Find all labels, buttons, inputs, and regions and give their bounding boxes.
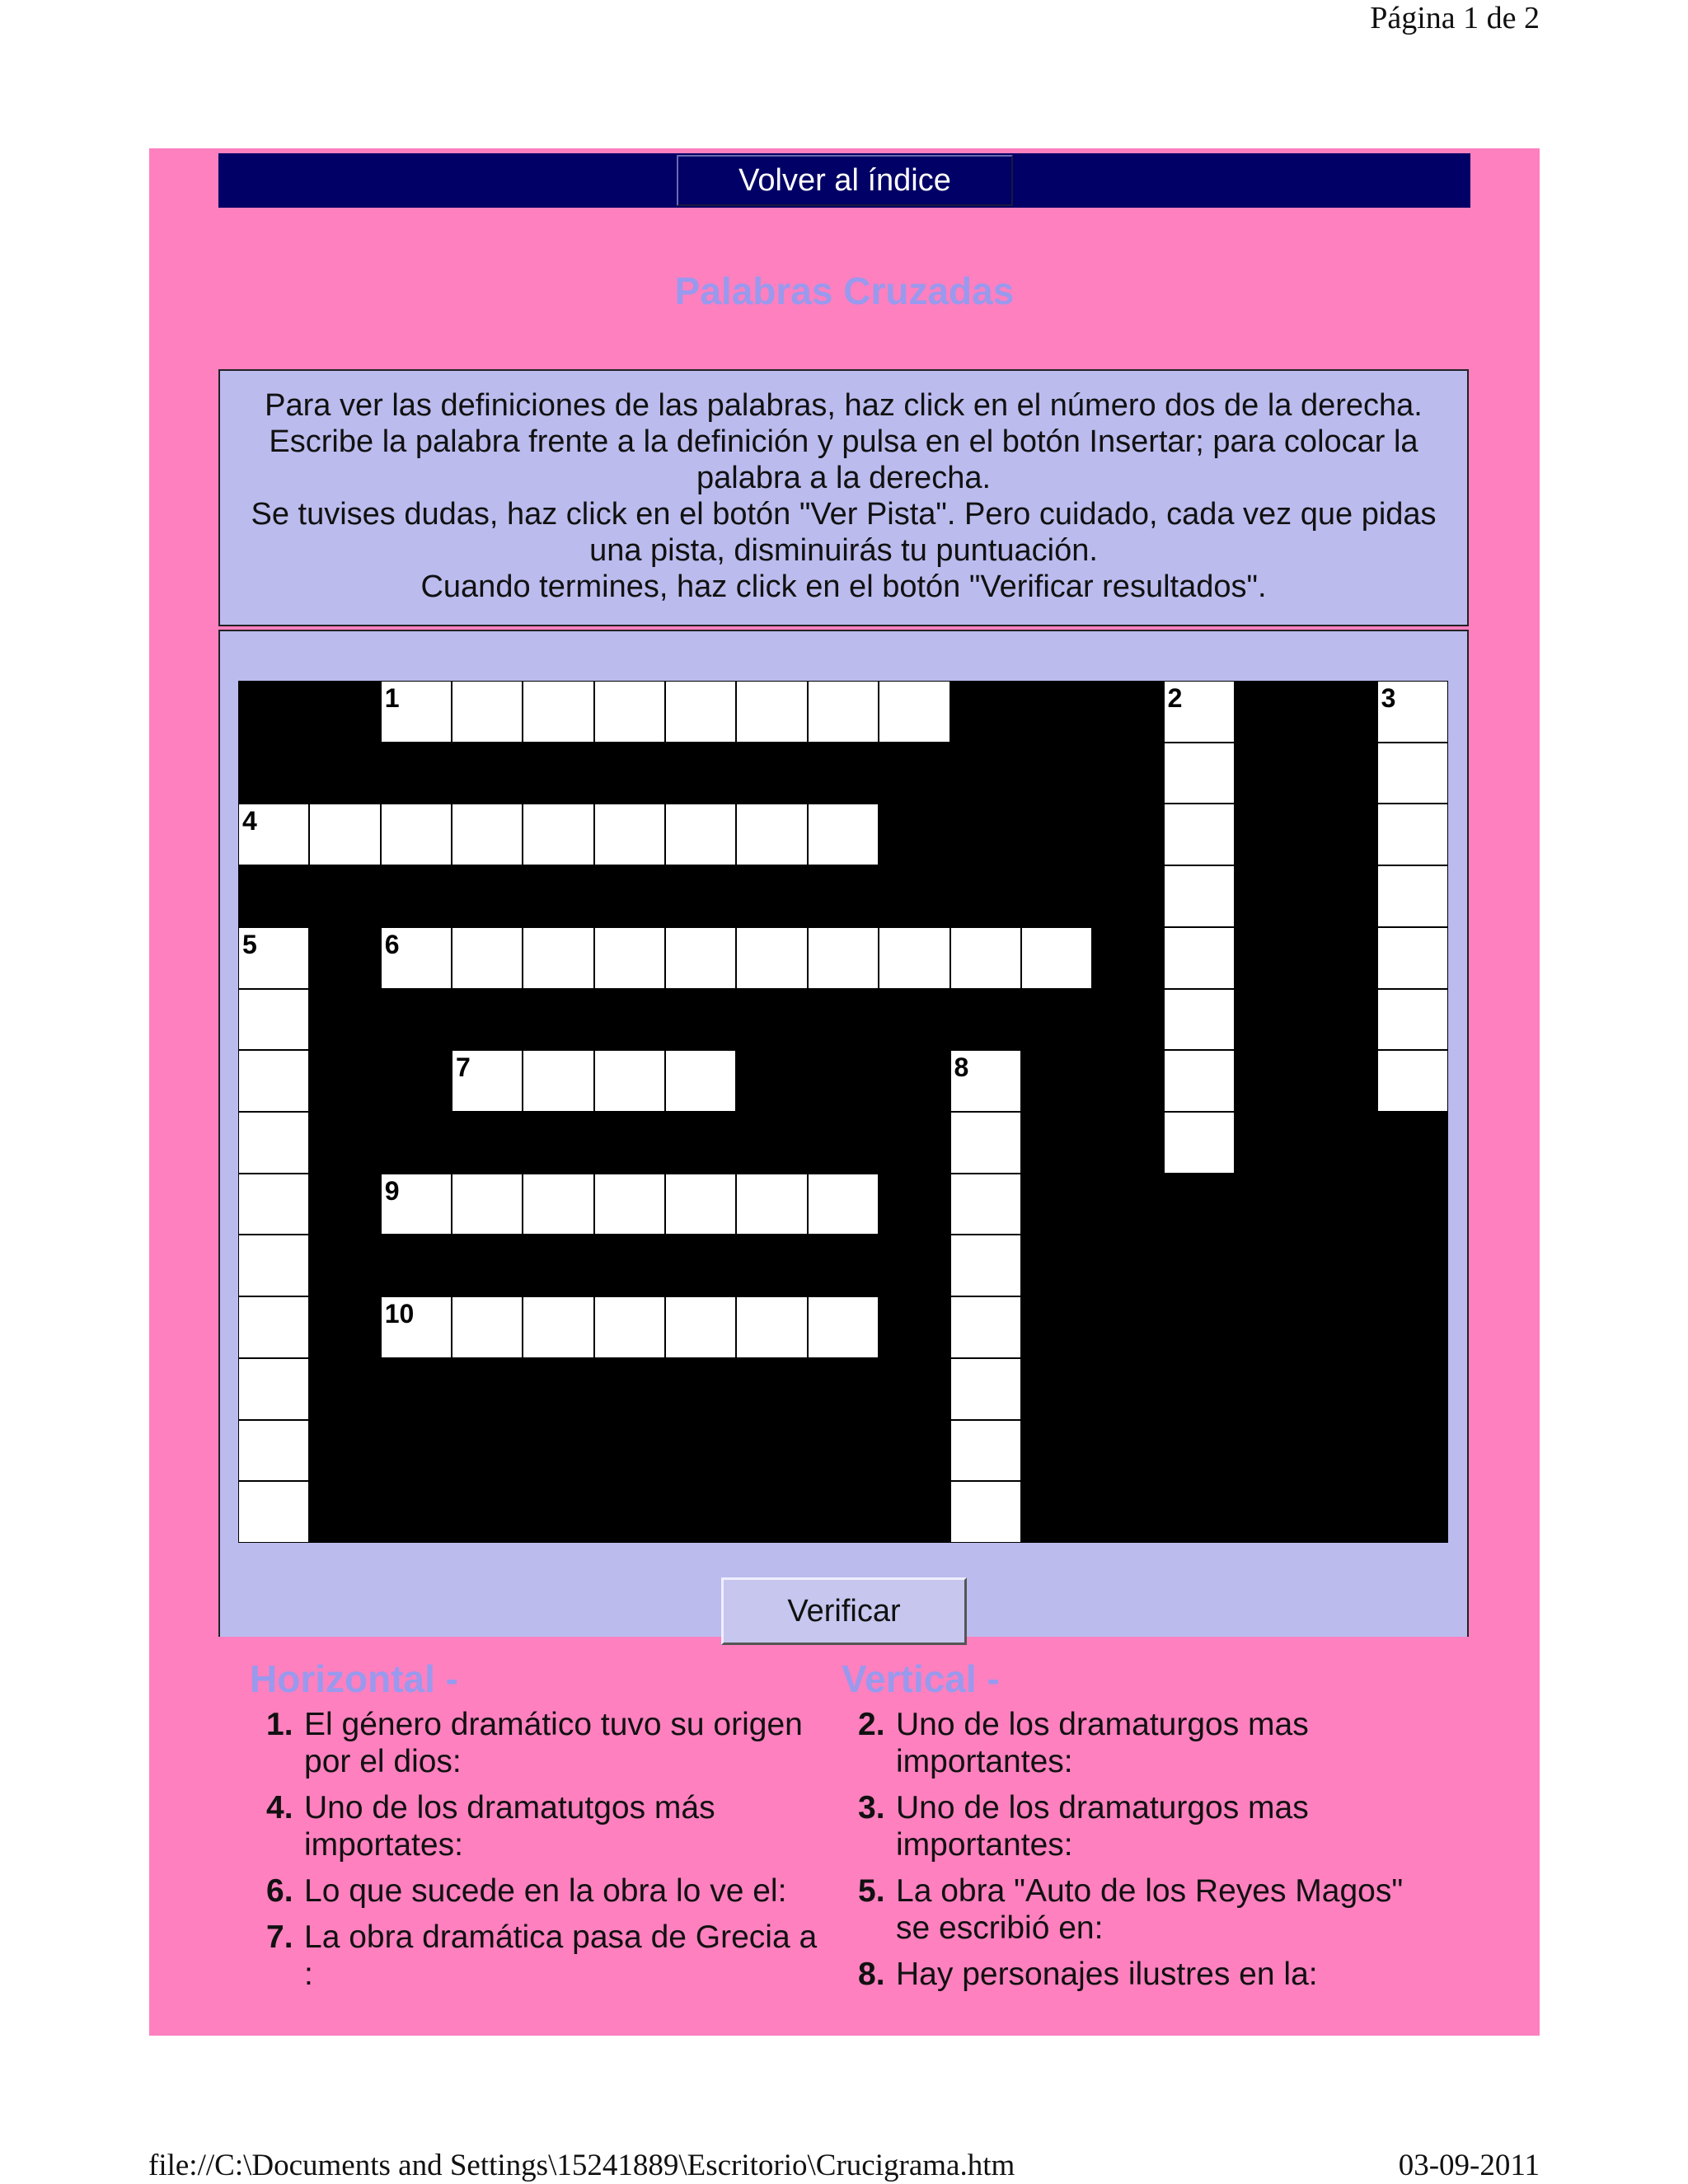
crossword-cell[interactable] [665,1296,736,1358]
clue-text: Hay personajes ilustres en la: [896,1957,1318,1992]
crossword-cell[interactable] [523,927,593,989]
crossword-cell[interactable] [736,1296,807,1358]
crossword-cell[interactable] [594,1296,665,1358]
crossword-cell[interactable] [238,927,309,989]
clue-item [250,1789,827,1863]
crossword-cell[interactable] [665,804,736,865]
crossword-cell[interactable] [665,1050,736,1112]
page-container [149,148,1540,2036]
crossword-cell[interactable] [665,681,736,743]
crossword-cell[interactable] [736,927,807,989]
clue-number: 4. [266,1790,293,1825]
crossword-cell[interactable] [238,1174,309,1235]
crossword-cell[interactable] [238,1420,309,1482]
crossword-cell[interactable] [523,804,593,865]
crossword-cell[interactable] [1164,1112,1235,1174]
cell-number: 3 [1381,683,1396,713]
clue-number: 1. [266,1707,293,1742]
crossword-cell[interactable] [950,1112,1021,1174]
crossword-cell[interactable] [381,681,452,743]
cell-number: 2 [1167,683,1183,713]
clue-text: Uno de los dramaturgos mas importantes: [896,1707,1309,1779]
crossword-panel [218,630,1469,1637]
crossword-cell[interactable] [238,804,309,865]
clue-item [842,1956,1418,1993]
crossword-cell[interactable] [309,804,380,865]
crossword-cell[interactable] [452,927,523,989]
crossword-cell[interactable] [452,681,523,743]
crossword-cell[interactable] [1021,927,1092,989]
cell-number: 5 [242,929,257,959]
crossword-cell[interactable] [238,1112,309,1174]
crossword-cell[interactable] [238,989,309,1051]
crossword-cell[interactable] [736,681,807,743]
crossword-cell[interactable] [381,1296,452,1358]
clue-item [842,1706,1418,1780]
clue-number: 6. [266,1873,293,1909]
cell-number: 10 [384,1299,415,1329]
instructions-panel [218,369,1469,626]
verify-button[interactable]: Verificar [721,1577,967,1645]
crossword-cell[interactable] [1164,804,1235,865]
print-page-number: Página 1 de 2 [1370,1,1540,35]
clue-item [250,1706,827,1780]
crossword-cell[interactable] [736,804,807,865]
crossword-cell[interactable] [523,681,593,743]
cell-number: 7 [456,1052,471,1083]
crossword-cell[interactable] [950,1296,1021,1358]
clue-number: 8. [858,1957,885,1992]
crossword-cell[interactable] [1164,681,1235,743]
crossword-cell[interactable] [381,1174,452,1235]
crossword-cell[interactable] [452,804,523,865]
crossword-cell[interactable] [594,804,665,865]
crossword-cell[interactable] [808,681,879,743]
crossword-cell[interactable] [950,927,1021,989]
clue-item [250,1872,827,1910]
instruction-text: Cuando termines, haz click en el botón "Verificar resultados". [420,569,1267,604]
clue-item [250,1919,827,1993]
horizontal-clues-title: Horizontal - [250,1657,458,1700]
crossword-cell[interactable] [1377,1050,1448,1112]
crossword-cell[interactable] [1164,1050,1235,1112]
crossword-cell[interactable] [238,1296,309,1358]
crossword-cell[interactable] [950,1358,1021,1420]
page-title: Palabras Cruzadas [674,269,1015,312]
instruction-text: Se tuvises dudas, haz click en el botón "Ver Pista". Pero cuidado, cada vez que pidas una pista, disminuirás tu puntuación. [251,497,1437,568]
cell-number: 6 [384,929,400,959]
vertical-clues [842,1657,1418,2002]
crossword-cell[interactable] [238,1235,309,1296]
crossword-cell[interactable] [594,1050,665,1112]
crossword-cell[interactable] [452,1296,523,1358]
crossword-cell[interactable] [950,1481,1021,1543]
clue-number: 2. [858,1707,885,1742]
crossword-cell[interactable] [238,1050,309,1112]
print-date: 03-09-2011 [1398,2149,1540,2182]
crossword-cell[interactable] [381,927,452,989]
crossword-cell[interactable] [523,1050,593,1112]
crossword-cell[interactable] [381,804,452,865]
horizontal-clues [250,1657,827,2002]
crossword-cell[interactable] [879,681,950,743]
clue-item [842,1789,1418,1863]
crossword-cell[interactable] [950,1174,1021,1235]
crossword-cell[interactable] [1377,865,1448,927]
crossword-cell[interactable] [950,1235,1021,1296]
clue-item [842,1872,1418,1947]
clue-text: Uno de los dramatutgos más importates: [304,1790,715,1863]
clue-text: Uno de los dramaturgos mas importantes: [896,1790,1309,1863]
crossword-cell[interactable] [665,927,736,989]
crossword-cell[interactable] [1164,743,1235,804]
crossword-cell[interactable] [238,1481,309,1543]
crossword-cell[interactable] [594,927,665,989]
crossword-cell[interactable] [594,1174,665,1235]
clue-text: El género dramático tuvo su origen por el dios: [304,1707,803,1779]
cell-number: 4 [242,806,257,837]
crossword-cell[interactable] [665,1174,736,1235]
cell-number: 1 [384,683,400,713]
instruction-text: Para ver las definiciones de las palabras, haz click en el número dos de la derecha. Escribe la palabra frente a la definición y pulsa en el botón Insertar; para colocar la palabra a la derecha. [265,388,1423,495]
crossword-grid [238,681,1448,1543]
crossword-cell[interactable] [1377,927,1448,989]
clue-text: La obra "Auto de los Reyes Magos" se escribió en: [896,1873,1404,1946]
clue-number: 5. [858,1873,885,1909]
crossword-cell[interactable] [523,1174,593,1235]
crossword-cell[interactable] [594,681,665,743]
crossword-cell[interactable] [736,1174,807,1235]
crossword-cell[interactable] [238,1358,309,1420]
clue-text: La obra dramática pasa de Grecia a : [304,1919,818,1992]
clue-number: 3. [858,1790,885,1825]
crossword-cell[interactable] [808,927,879,989]
clue-text: Lo que sucede en la obra lo ve el: [304,1873,787,1909]
crossword-cell[interactable] [950,1420,1021,1482]
crossword-cell[interactable] [1164,989,1235,1051]
crossword-cell[interactable] [1377,804,1448,865]
crossword-cell[interactable] [950,1050,1021,1112]
crossword-cell[interactable] [1164,927,1235,989]
crossword-cell[interactable] [452,1174,523,1235]
crossword-cell[interactable] [523,1296,593,1358]
crossword-cell[interactable] [1164,865,1235,927]
cell-number: 8 [954,1052,969,1083]
back-to-index-button[interactable]: Volver al índice [677,155,1013,206]
crossword-cell[interactable] [879,927,950,989]
nav-bar [218,153,1470,208]
crossword-cell[interactable] [1377,743,1448,804]
crossword-cell[interactable] [808,1296,879,1358]
print-file-path: file://C:\Documents and Settings\15241889\Escritorio\Crucigrama.htm [148,2149,1015,2182]
crossword-cell[interactable] [808,1174,879,1235]
crossword-cell[interactable] [1377,681,1448,743]
clue-number: 7. [266,1919,293,1955]
crossword-cell[interactable] [1377,989,1448,1051]
crossword-cell[interactable] [452,1050,523,1112]
crossword-cell[interactable] [808,804,879,865]
cell-number: 9 [384,1175,400,1206]
vertical-clues-title: Vertical - [842,1657,1000,1700]
